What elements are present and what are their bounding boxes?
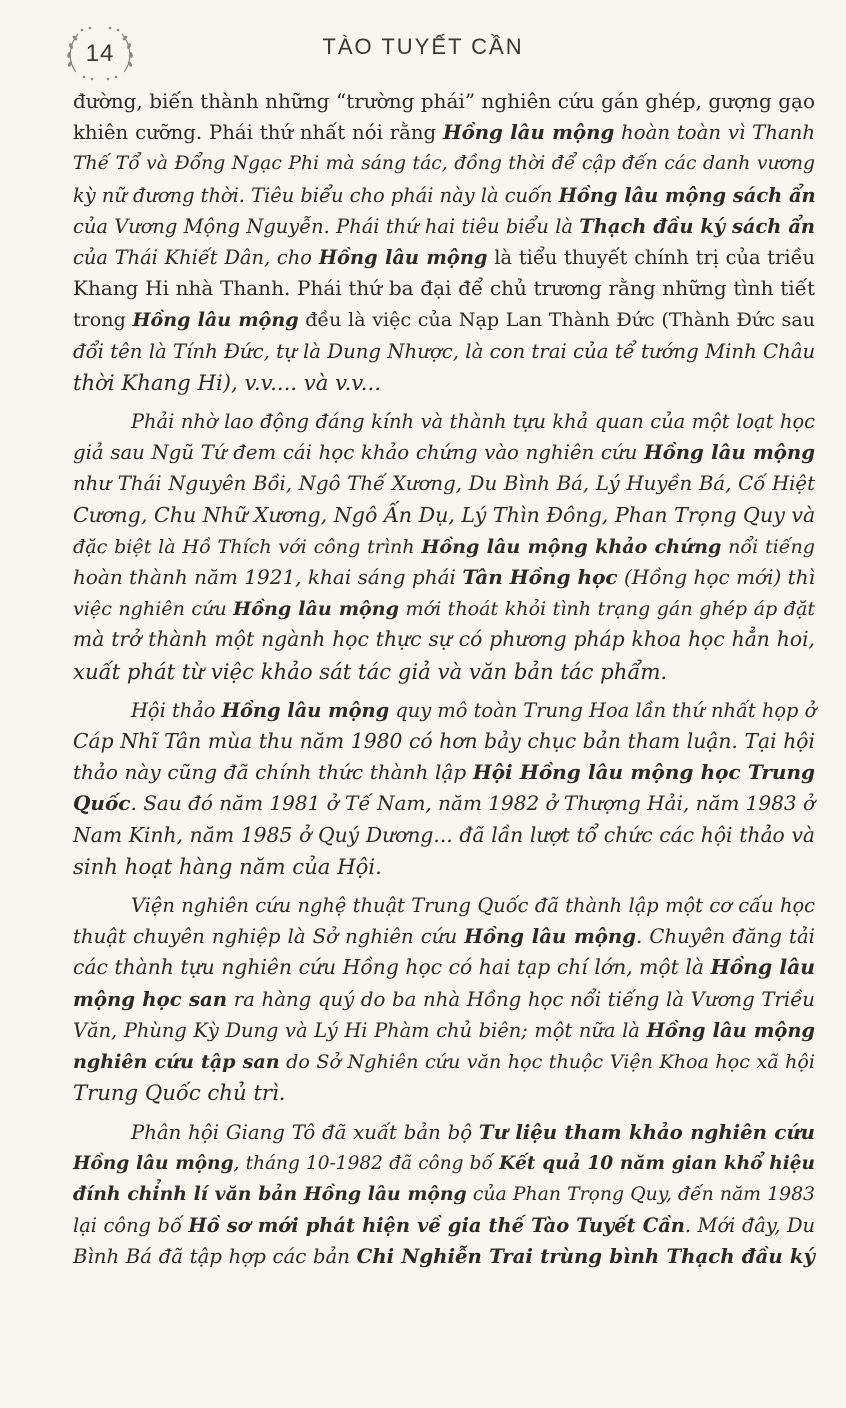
text-line: giả sau Ngũ Tứ đem cái học khảo chứng vào nghiên cứu Hồng lâu mộng <box>73 441 815 465</box>
text-line: đường, biến thành những “trường phái” nghiên cứu gán ghép, gượng gạo <box>73 89 815 113</box>
body-text <box>73 86 815 1273</box>
text-line: Cáp Nhĩ Tân mùa thu năm 1980 có hơn bảy chục bản tham luận. Tại hội <box>73 729 815 754</box>
text-line: Hồng lâu mộng, tháng 10-1982 đã công bố Kết quả 10 năm gian khổ hiệu <box>73 1152 815 1174</box>
text-line: Cương, Chu Nhữ Xương, Ngô Ấn Dụ, Lý Thìn Đông, Phan Trọng Quy và <box>73 502 816 527</box>
page-header <box>0 0 846 80</box>
text-line: mà trở thành một ngành học thực sự có phương pháp khoa học hẳn hoi, <box>73 627 815 652</box>
text-line: trong Hồng lâu mộng đều là việc của Nạp Lan Thành Đức (Thành Đức sau <box>73 308 815 332</box>
text-line: Nam Kinh, năm 1985 ở Quý Dương... đã lần lượt tổ chức các hội thảo và <box>73 822 815 847</box>
text-line: kỳ nữ đương thời. Tiêu biểu cho phái này là cuốn Hồng lâu mộng sách ẩn <box>73 183 816 207</box>
text-line: Văn, Phùng Kỳ Dung và Lý Hi Phàm chủ biên; một nữa là Hồng lâu mộng <box>73 1018 815 1042</box>
text-line: hoàn thành năm 1921, khai sáng phái Tân Hồng học (Hồng học mới) thì <box>73 565 815 590</box>
text-line: Bình Bá đã tập hợp các bản Chi Nghiễn Trai trùng bình Thạch đầu ký <box>73 1245 815 1269</box>
text-line: mộng học san ra hàng quý do ba nhà Hồng học nổi tiếng là Vương Triều <box>73 987 815 1011</box>
text-line: Quốc. Sau đó năm 1981 ở Tế Nam, năm 1982 ở Thượng Hải, năm 1983 ở <box>73 791 816 816</box>
text-line: Khang Hi nhà Thanh. Phái thứ ba đại để chủ trương rằng những tình tiết <box>73 276 815 301</box>
text-line: Phân hội Giang Tô đã xuất bản bộ Tư liệu tham khảo nghiên cứu <box>131 1120 815 1144</box>
text-line: như Thái Nguyên Bồi, Ngô Thế Xương, Du Bình Bá, Lý Huyền Bá, Cố Hiệt <box>73 472 815 496</box>
text-line: Trung Quốc chủ trì. <box>73 1080 286 1106</box>
text-line: khiên cưỡng. Phái thứ nhất nói rằng Hồng lâu mộng hoàn toàn vì Thanh <box>73 121 816 145</box>
text-line: lại công bố Hồ sơ mới phát hiện về gia thế Tào Tuyết Cần. Mới đây, Du <box>73 1214 815 1238</box>
text-line: thuật chuyên nghiệp là Sở nghiên cứu Hồng lâu mộng. Chuyên đăng tải <box>73 925 815 949</box>
text-line: Thế Tổ và Đổng Ngạc Phi mà sáng tác, đồng thời để cập đến các danh vương <box>73 153 815 175</box>
text-line: của Vương Mộng Nguyễn. Phái thứ hai tiêu biểu là Thạch đầu ký sách ẩn <box>73 214 815 238</box>
text-line: đặc biệt là Hồ Thích với công trình Hồng lâu mộng khảo chứng nổi tiếng <box>73 534 815 558</box>
text-line: Hội thảo Hồng lâu mộng quy mô toàn Trung Hoa lần thứ nhất họp ở <box>131 698 817 722</box>
text-line: xuất phát từ việc khảo sát tác giả và văn bản tác phẩm. <box>73 658 668 684</box>
text-line: thời Khang Hi), v.v.... và v.v... <box>73 369 381 395</box>
page-number: 14 <box>85 40 115 67</box>
text-line: nghiên cứu tập san do Sở Nghiên cứu văn học thuộc Viện Khoa học xã hội <box>73 1050 816 1074</box>
text-line: sinh hoạt hàng năm của Hội. <box>73 853 382 879</box>
text-line: các thành tựu nghiên cứu Hồng học có hai tạp chí lớn, một là Hồng lâu <box>73 955 815 980</box>
text-line: Viện nghiên cứu nghệ thuật Trung Quốc đã thành lập một cơ cấu học <box>131 894 815 918</box>
text-line: của Thái Khiết Dân, cho Hồng lâu mộng là tiểu thuyết chính trị của triều <box>73 246 815 270</box>
text-line: đổi tên là Tính Đức, tự là Dung Nhược, là con trai của tể tướng Minh Châu <box>73 339 816 363</box>
text-line: đính chỉnh lí văn bản Hồng lâu mộng của Phan Trọng Quy, đến năm 1983 <box>73 1182 815 1205</box>
text-line: Phải nhờ lao động đáng kính và thành tựu khả quan của một loạt học <box>131 410 815 434</box>
text-line: thảo này cũng đã chính thức thành lập Hội Hồng lâu mộng học Trung <box>73 760 815 785</box>
text-line: việc nghiên cứu Hồng lâu mộng mới thoát khỏi tình trạng gán ghép áp đặt <box>73 597 816 621</box>
running-title: TÀO TUYẾT CẦN <box>322 34 524 59</box>
